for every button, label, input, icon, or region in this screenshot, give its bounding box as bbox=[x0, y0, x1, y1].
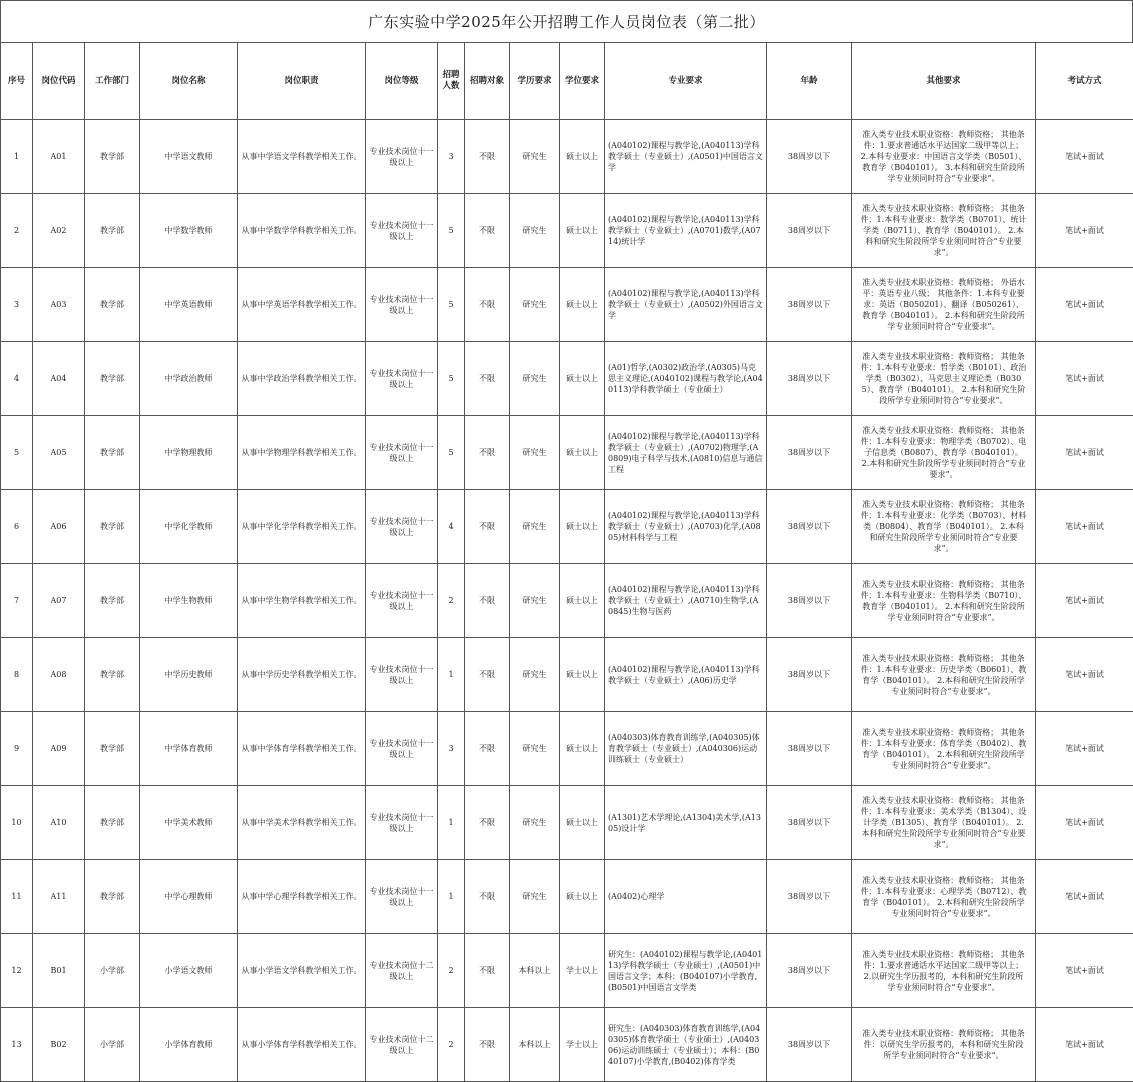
cell-exam: 笔试+面试 bbox=[1036, 342, 1133, 416]
cell-age: 38周岁以下 bbox=[767, 786, 852, 860]
cell-level: 专业技术岗位十二级以上 bbox=[366, 934, 438, 1008]
cell-edu: 研究生 bbox=[510, 786, 560, 860]
cell-dept: 教学部 bbox=[85, 342, 140, 416]
cell-duty: 从事中学物理学科教学相关工作。 bbox=[238, 416, 366, 490]
cell-code: B02 bbox=[33, 1008, 85, 1082]
cell-name: 中学政治教师 bbox=[140, 342, 238, 416]
cell-degree: 硕士以上 bbox=[560, 860, 605, 934]
cell-age: 38周岁以下 bbox=[767, 268, 852, 342]
cell-dept: 教学部 bbox=[85, 860, 140, 934]
cell-count: 3 bbox=[438, 712, 465, 786]
cell-duty: 从事中学英语学科教学相关工作。 bbox=[238, 268, 366, 342]
header-col-major: 专业要求 bbox=[605, 43, 767, 120]
cell-other: 准入类专业技术职业资格：教师资格； 其他条件：1.要求普通话水平达国家二级甲等以上； 2.本科专业要求：中国语言文学类（B0501）、教育学（B040101）。 3.本科和研究生阶段所学专业须同时符合“专业要求”。 bbox=[852, 120, 1036, 194]
header-col-degree: 学位要求 bbox=[560, 43, 605, 120]
cell-exam: 笔试+面试 bbox=[1036, 638, 1133, 712]
cell-name: 中学美术教师 bbox=[140, 786, 238, 860]
cell-level: 专业技术岗位十一级以上 bbox=[366, 638, 438, 712]
cell-edu: 本科以上 bbox=[510, 934, 560, 1008]
cell-name: 中学生物教师 bbox=[140, 564, 238, 638]
cell-major: (A040102)课程与教学论,(A040113)学科教学硕士（专业硕士）,(A0710)生物学,(A0845)生物与医药 bbox=[605, 564, 767, 638]
cell-count: 5 bbox=[438, 342, 465, 416]
cell-name: 小学体育教师 bbox=[140, 1008, 238, 1082]
cell-count: 1 bbox=[438, 786, 465, 860]
cell-no: 10 bbox=[1, 786, 33, 860]
cell-other: 准入类专业技术职业资格：教师资格； 其他条件：1.本科专业要求：心理学类（B0712）、教育学（B040101）。 2.本科和研究生阶段所学专业须同时符合“专业要求”。 bbox=[852, 860, 1036, 934]
table-row bbox=[1, 934, 1133, 1008]
cell-age: 38周岁以下 bbox=[767, 564, 852, 638]
cell-major: (A040102)课程与教学论,(A040113)学科教学硕士（专业硕士）,(A0703)化学,(A0805)材料科学与工程 bbox=[605, 490, 767, 564]
cell-name: 中学数学教师 bbox=[140, 194, 238, 268]
cell-level: 专业技术岗位十一级以上 bbox=[366, 120, 438, 194]
table-body bbox=[1, 120, 1133, 1082]
cell-code: A09 bbox=[33, 712, 85, 786]
table-row bbox=[1, 416, 1133, 490]
cell-other: 准入类专业技术职业资格：教师资格； 其他条件：以研究生学历报考的，本科和研究生阶段所学专业须同时符合“专业要求”。 bbox=[852, 1008, 1036, 1082]
cell-age: 38周岁以下 bbox=[767, 416, 852, 490]
cell-degree: 硕士以上 bbox=[560, 268, 605, 342]
cell-degree: 硕士以上 bbox=[560, 194, 605, 268]
header-col-no: 序号 bbox=[1, 43, 33, 120]
cell-dept: 小学部 bbox=[85, 934, 140, 1008]
cell-count: 3 bbox=[438, 120, 465, 194]
page-title: 广东实验中学2025年公开招聘工作人员岗位表（第二批） bbox=[0, 0, 1133, 42]
cell-code: A05 bbox=[33, 416, 85, 490]
header-col-level: 岗位等级 bbox=[366, 43, 438, 120]
cell-no: 8 bbox=[1, 638, 33, 712]
cell-dept: 教学部 bbox=[85, 786, 140, 860]
cell-code: A08 bbox=[33, 638, 85, 712]
cell-duty: 从事小学语文学科教学相关工作。 bbox=[238, 934, 366, 1008]
cell-target: 不限 bbox=[465, 268, 510, 342]
cell-exam: 笔试+面试 bbox=[1036, 564, 1133, 638]
cell-dept: 小学部 bbox=[85, 1008, 140, 1082]
cell-no: 6 bbox=[1, 490, 33, 564]
cell-other: 准入类专业技术职业资格：教师资格； 其他条件：1.本科专业要求：化学类（B0703）、材料类（B0804）、教育学（B040101）。 2.本科和研究生阶段所学专业须同时符合“专业要求”。 bbox=[852, 490, 1036, 564]
cell-exam: 笔试+面试 bbox=[1036, 490, 1133, 564]
cell-level: 专业技术岗位十一级以上 bbox=[366, 416, 438, 490]
cell-code: A03 bbox=[33, 268, 85, 342]
cell-major: (A01)哲学,(A0302)政治学,(A0305)马克思主义理论,(A040102)课程与教学论,(A040113)学科教学硕士（专业硕士） bbox=[605, 342, 767, 416]
cell-duty: 从事小学体育学科教学相关工作。 bbox=[238, 1008, 366, 1082]
cell-edu: 研究生 bbox=[510, 194, 560, 268]
cell-exam: 笔试+面试 bbox=[1036, 120, 1133, 194]
cell-no: 3 bbox=[1, 268, 33, 342]
header-col-count: 招聘人数 bbox=[438, 43, 465, 120]
cell-exam: 笔试+面试 bbox=[1036, 268, 1133, 342]
cell-exam: 笔试+面试 bbox=[1036, 194, 1133, 268]
cell-exam: 笔试+面试 bbox=[1036, 416, 1133, 490]
cell-degree: 硕士以上 bbox=[560, 786, 605, 860]
cell-dept: 教学部 bbox=[85, 564, 140, 638]
cell-edu: 研究生 bbox=[510, 342, 560, 416]
cell-no: 9 bbox=[1, 712, 33, 786]
cell-count: 1 bbox=[438, 638, 465, 712]
cell-level: 专业技术岗位十一级以上 bbox=[366, 342, 438, 416]
cell-duty: 从事中学美术学科教学相关工作。 bbox=[238, 786, 366, 860]
cell-no: 12 bbox=[1, 934, 33, 1008]
cell-degree: 硕士以上 bbox=[560, 490, 605, 564]
header-col-target: 招聘对象 bbox=[465, 43, 510, 120]
cell-count: 2 bbox=[438, 564, 465, 638]
cell-count: 4 bbox=[438, 490, 465, 564]
cell-target: 不限 bbox=[465, 490, 510, 564]
table-header bbox=[1, 43, 1133, 120]
cell-target: 不限 bbox=[465, 934, 510, 1008]
cell-major: (A1301)艺术学理论,(A1304)美术学,(A1305)设计学 bbox=[605, 786, 767, 860]
cell-major: (A040102)课程与教学论,(A040113)学科教学硕士（专业硕士）,(A0501)中国语言文学 bbox=[605, 120, 767, 194]
cell-dept: 教学部 bbox=[85, 194, 140, 268]
cell-duty: 从事中学数学学科教学相关工作。 bbox=[238, 194, 366, 268]
cell-duty: 从事中学体育学科教学相关工作。 bbox=[238, 712, 366, 786]
cell-target: 不限 bbox=[465, 342, 510, 416]
table-row bbox=[1, 490, 1133, 564]
header-col-age: 年龄 bbox=[767, 43, 852, 120]
cell-duty: 从事中学语文学科教学相关工作。 bbox=[238, 120, 366, 194]
header-col-other: 其他要求 bbox=[852, 43, 1036, 120]
cell-no: 7 bbox=[1, 564, 33, 638]
cell-dept: 教学部 bbox=[85, 120, 140, 194]
cell-edu: 研究生 bbox=[510, 860, 560, 934]
cell-age: 38周岁以下 bbox=[767, 860, 852, 934]
cell-edu: 本科以上 bbox=[510, 1008, 560, 1082]
cell-other: 准入类专业技术职业资格：教师资格； 其他条件：1.本科专业要求：美术学类（B1304）、设计学类（B1305）、教育学（B040101）。 2.本科和研究生阶段所学专业须同时符合“专业要求”。 bbox=[852, 786, 1036, 860]
table-row bbox=[1, 194, 1133, 268]
cell-count: 5 bbox=[438, 194, 465, 268]
cell-major: (A040102)课程与教学论,(A040113)学科教学硕士（专业硕士）,(A0702)物理学,(A0809)电子科学与技术,(A0810)信息与通信工程 bbox=[605, 416, 767, 490]
cell-target: 不限 bbox=[465, 120, 510, 194]
cell-dept: 教学部 bbox=[85, 712, 140, 786]
cell-count: 1 bbox=[438, 860, 465, 934]
cell-other: 准入类专业技术职业资格：教师资格； 其他条件：1.本科专业要求：体育学类（B0402）、教育学（B040101）。 2.本科和研究生阶段所学专业须同时符合“专业要求”。 bbox=[852, 712, 1036, 786]
cell-level: 专业技术岗位十一级以上 bbox=[366, 268, 438, 342]
cell-code: A10 bbox=[33, 786, 85, 860]
header-col-edu: 学历要求 bbox=[510, 43, 560, 120]
cell-code: A02 bbox=[33, 194, 85, 268]
cell-level: 专业技术岗位十一级以上 bbox=[366, 564, 438, 638]
header-row bbox=[1, 43, 1133, 120]
cell-code: A07 bbox=[33, 564, 85, 638]
cell-degree: 硕士以上 bbox=[560, 120, 605, 194]
cell-exam: 笔试+面试 bbox=[1036, 934, 1133, 1008]
cell-name: 小学语文教师 bbox=[140, 934, 238, 1008]
header-col-code: 岗位代码 bbox=[33, 43, 85, 120]
cell-edu: 研究生 bbox=[510, 416, 560, 490]
cell-duty: 从事中学生物学科教学相关工作。 bbox=[238, 564, 366, 638]
cell-no: 2 bbox=[1, 194, 33, 268]
cell-target: 不限 bbox=[465, 564, 510, 638]
cell-target: 不限 bbox=[465, 638, 510, 712]
cell-name: 中学心理教师 bbox=[140, 860, 238, 934]
cell-age: 38周岁以下 bbox=[767, 194, 852, 268]
cell-code: A11 bbox=[33, 860, 85, 934]
cell-no: 1 bbox=[1, 120, 33, 194]
cell-duty: 从事中学政治学科教学相关工作。 bbox=[238, 342, 366, 416]
cell-count: 5 bbox=[438, 268, 465, 342]
cell-major: 研究生：(A040303)体育教育训练学,(A040305)体育教学硕士（专业硕士）,(A040306)运动训练硕士（专业硕士）；本科：(B040107)小学教育,(B0402)体育学类 bbox=[605, 1008, 767, 1082]
cell-duty: 从事中学心理学科教学相关工作。 bbox=[238, 860, 366, 934]
cell-duty: 从事中学化学学科教学相关工作。 bbox=[238, 490, 366, 564]
cell-major: (A0402)心理学 bbox=[605, 860, 767, 934]
header-col-name: 岗位名称 bbox=[140, 43, 238, 120]
cell-target: 不限 bbox=[465, 416, 510, 490]
cell-age: 38周岁以下 bbox=[767, 934, 852, 1008]
cell-dept: 教学部 bbox=[85, 490, 140, 564]
cell-other: 准入类专业技术职业资格：教师资格； 其他条件：1.本科专业要求：历史学类（B0601）、教育学（B040101）。 2.本科和研究生阶段所学专业须同时符合“专业要求”。 bbox=[852, 638, 1036, 712]
table-row bbox=[1, 860, 1133, 934]
table-row bbox=[1, 120, 1133, 194]
cell-age: 38周岁以下 bbox=[767, 638, 852, 712]
cell-other: 准入类专业技术职业资格：教师资格； 其他条件：1.本科专业要求：哲学类（B0101）、政治学类（B0302）、马克思主义理论类（B0305）、教育学（B040101）。 2.本科和研究生阶段所学专业须同时符合“专业要求”。 bbox=[852, 342, 1036, 416]
cell-target: 不限 bbox=[465, 860, 510, 934]
cell-duty: 从事中学历史学科教学相关工作。 bbox=[238, 638, 366, 712]
cell-level: 专业技术岗位十一级以上 bbox=[366, 860, 438, 934]
header-col-dept: 工作部门 bbox=[85, 43, 140, 120]
cell-other: 准入类专业技术职业资格：教师资格； 其他条件：1.本科专业要求：生物科学类（B0710）、教育学（B040101）。 2.本科和研究生阶段所学专业须同时符合“专业要求”。 bbox=[852, 564, 1036, 638]
cell-major: (A040102)课程与教学论,(A040113)学科教学硕士（专业硕士）,(A0502)外国语言文学 bbox=[605, 268, 767, 342]
cell-major: (A040303)体育教育训练学,(A040305)体育教学硕士（专业硕士）,(A040306)运动训练硕士（专业硕士） bbox=[605, 712, 767, 786]
cell-edu: 研究生 bbox=[510, 712, 560, 786]
cell-name: 中学英语教师 bbox=[140, 268, 238, 342]
cell-dept: 教学部 bbox=[85, 638, 140, 712]
cell-edu: 研究生 bbox=[510, 120, 560, 194]
cell-age: 38周岁以下 bbox=[767, 712, 852, 786]
table-row bbox=[1, 638, 1133, 712]
cell-age: 38周岁以下 bbox=[767, 342, 852, 416]
cell-degree: 学士以上 bbox=[560, 1008, 605, 1082]
cell-degree: 硕士以上 bbox=[560, 712, 605, 786]
cell-no: 11 bbox=[1, 860, 33, 934]
cell-name: 中学物理教师 bbox=[140, 416, 238, 490]
cell-name: 中学化学教师 bbox=[140, 490, 238, 564]
cell-degree: 硕士以上 bbox=[560, 564, 605, 638]
cell-name: 中学语文教师 bbox=[140, 120, 238, 194]
cell-age: 38周岁以下 bbox=[767, 490, 852, 564]
cell-edu: 研究生 bbox=[510, 268, 560, 342]
cell-count: 5 bbox=[438, 416, 465, 490]
cell-level: 专业技术岗位十一级以上 bbox=[366, 194, 438, 268]
cell-degree: 学士以上 bbox=[560, 934, 605, 1008]
table-row bbox=[1, 1008, 1133, 1082]
cell-exam: 笔试+面试 bbox=[1036, 860, 1133, 934]
cell-level: 专业技术岗位十二级以上 bbox=[366, 1008, 438, 1082]
cell-no: 13 bbox=[1, 1008, 33, 1082]
cell-degree: 硕士以上 bbox=[560, 342, 605, 416]
cell-major: (A040102)课程与教学论,(A040113)学科教学硕士（专业硕士）,(A0701)数学,(A0714)统计学 bbox=[605, 194, 767, 268]
cell-code: B01 bbox=[33, 934, 85, 1008]
cell-dept: 教学部 bbox=[85, 416, 140, 490]
table-row bbox=[1, 342, 1133, 416]
cell-major: 研究生：(A040102)课程与教学论,(A040113)学科教学硕士（专业硕士）,(A0501)中国语言文学；本科：(B040107)小学教育,(B0501)中国语言文学类 bbox=[605, 934, 767, 1008]
cell-count: 2 bbox=[438, 1008, 465, 1082]
cell-degree: 硕士以上 bbox=[560, 416, 605, 490]
cell-exam: 笔试+面试 bbox=[1036, 1008, 1133, 1082]
cell-no: 5 bbox=[1, 416, 33, 490]
cell-level: 专业技术岗位十一级以上 bbox=[366, 786, 438, 860]
cell-target: 不限 bbox=[465, 1008, 510, 1082]
cell-code: A06 bbox=[33, 490, 85, 564]
cell-edu: 研究生 bbox=[510, 490, 560, 564]
cell-exam: 笔试+面试 bbox=[1036, 786, 1133, 860]
cell-name: 中学历史教师 bbox=[140, 638, 238, 712]
cell-age: 38周岁以下 bbox=[767, 120, 852, 194]
cell-other: 准入类专业技术职业资格：教师资格； 其他条件：1.本科专业要求：数学类（B0701）、统计学类（B0711）、教育学（B040101）。 2.本科和研究生阶段所学专业须同时符合“专业要求”。 bbox=[852, 194, 1036, 268]
cell-edu: 研究生 bbox=[510, 638, 560, 712]
cell-count: 2 bbox=[438, 934, 465, 1008]
cell-edu: 研究生 bbox=[510, 564, 560, 638]
cell-other: 准入类专业技术职业资格：教师资格； 外语水平：英语专业八级； 其他条件：1.本科专业要求：英语（B050201）、翻译（B050261）、教育学（B040101）。 2.本科和研究生阶段所学专业须同时符合“专业要求”。 bbox=[852, 268, 1036, 342]
cell-no: 4 bbox=[1, 342, 33, 416]
table-row bbox=[1, 564, 1133, 638]
cell-degree: 硕士以上 bbox=[560, 638, 605, 712]
cell-target: 不限 bbox=[465, 712, 510, 786]
cell-code: A04 bbox=[33, 342, 85, 416]
table-row bbox=[1, 786, 1133, 860]
header-col-duty: 岗位职责 bbox=[238, 43, 366, 120]
cell-other: 准入类专业技术职业资格：教师资格； 其他条件：1.本科专业要求：物理学类（B0702）、电子信息类（B0807）、教育学（B040101）。 2.本科和研究生阶段所学专业须同时符合“专业要求”。 bbox=[852, 416, 1036, 490]
cell-other: 准入类专业技术职业资格：教师资格； 其他条件：1.要求普通话水平达国家二级甲等以上； 2.以研究生学历报考的，本科和研究生阶段所学专业须同时符合“专业要求”。 bbox=[852, 934, 1036, 1008]
header-col-exam: 考试方式 bbox=[1036, 43, 1133, 120]
cell-level: 专业技术岗位十一级以上 bbox=[366, 712, 438, 786]
cell-major: (A040102)课程与教学论,(A040113)学科教学硕士（专业硕士）,(A06)历史学 bbox=[605, 638, 767, 712]
table-row bbox=[1, 712, 1133, 786]
cell-target: 不限 bbox=[465, 786, 510, 860]
cell-level: 专业技术岗位十一级以上 bbox=[366, 490, 438, 564]
cell-dept: 教学部 bbox=[85, 268, 140, 342]
positions-table bbox=[0, 42, 1133, 1082]
table-row bbox=[1, 268, 1133, 342]
cell-name: 中学体育教师 bbox=[140, 712, 238, 786]
cell-age: 38周岁以下 bbox=[767, 1008, 852, 1082]
cell-target: 不限 bbox=[465, 194, 510, 268]
cell-exam: 笔试+面试 bbox=[1036, 712, 1133, 786]
cell-code: A01 bbox=[33, 120, 85, 194]
